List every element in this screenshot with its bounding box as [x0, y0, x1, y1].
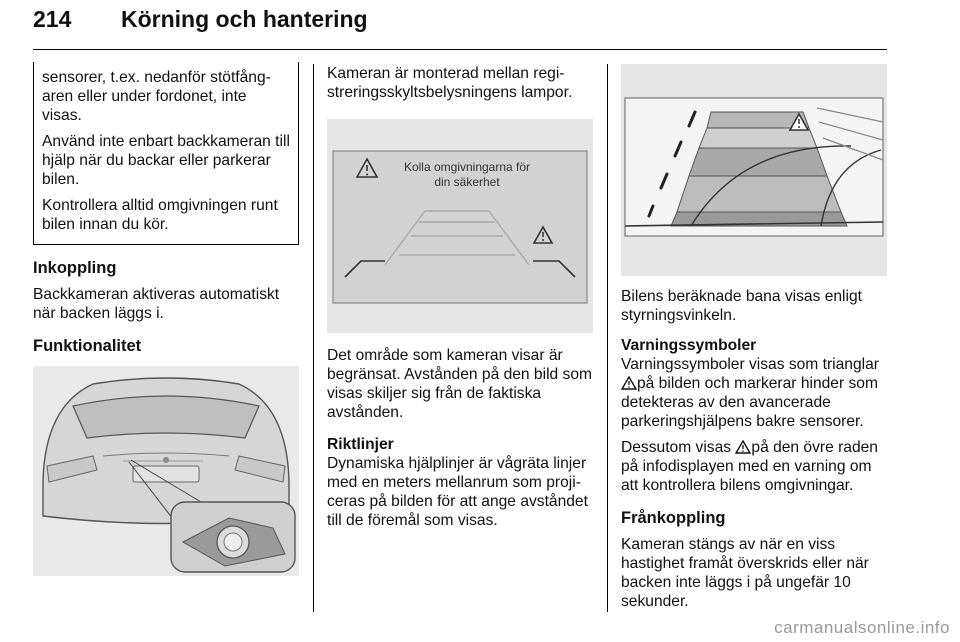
column-divider	[607, 64, 608, 612]
display-message-line1: Kolla omgivningarna för	[403, 160, 531, 174]
page-number: 214	[33, 6, 72, 32]
inkoppling-heading: Inkoppling	[33, 259, 117, 277]
column-right	[621, 64, 889, 611]
varning-text-start: Varningssymboler visas som trianglar	[621, 356, 879, 373]
header-rule	[33, 49, 887, 50]
varning-heading: Varningssymboler	[621, 337, 757, 354]
column-middle	[327, 64, 595, 530]
camera-mount-text: Kameran är monterad mellan registreringsskyltsbelysningens lampor.	[327, 65, 573, 101]
dessutom-text-end: på den övre raden på infodisplayen med en varning om att kontrollera bilens omgivningar.	[621, 439, 878, 494]
inkoppling-text: Backkameran aktiveras automatiskt när backen läggs i.	[33, 286, 280, 322]
warning-triangle-icon	[621, 376, 637, 390]
page-header	[33, 6, 887, 50]
column-divider	[313, 64, 314, 612]
trajectory-display-illustration	[621, 64, 887, 276]
notice-paragraph: Kontrollera alltid omgivningen runt bilen innan du kör.	[42, 197, 278, 233]
dessutom-text-start: Dessutom visas	[621, 439, 732, 456]
notice-paragraph: sensorer, t.ex. nedanför stötfångaren eller under fordonet, inte visas.	[42, 69, 271, 124]
chapter-title: Körning och hantering	[121, 6, 368, 32]
area-text: Det område som kameran visar är begränsat. Avstånden på den bild som visas skiljer sig från de faktiska avstånden.	[327, 347, 592, 421]
notice-box	[33, 62, 299, 245]
riktlinjer-heading: Riktlinjer	[327, 436, 394, 453]
funktionalitet-heading: Funktionalitet	[33, 337, 142, 355]
varning-text-end: på bilden och markerar hinder som detekteras av den avancerade parkeringshjälpens bakre sensorer.	[621, 375, 878, 430]
riktlinjer-text: Dynamiska hjälplinjer är vågräta linjer med en meters mellanrum som projiceras på bilden för att ange avståndet till de föremål som visas.	[327, 455, 588, 529]
warning-triangle-icon	[735, 440, 751, 454]
watermark: carmanualsonline.info	[774, 618, 950, 637]
rear-camera-location-illustration	[33, 366, 299, 576]
display-message-line2: din säkerhet	[434, 175, 500, 189]
camera-display-illustration	[327, 119, 593, 333]
frankoppling-text: Kameran stängs av när en viss hastighet framåt överskrids eller när backen inte läggs i på ungefär 10 sekunder.	[621, 536, 869, 610]
varning-text	[621, 355, 889, 431]
notice-paragraph: Använd inte enbart backkameran till hjälp när du backar eller parkerar bilen.	[42, 133, 290, 188]
column-left	[33, 62, 299, 576]
frankoppling-heading: Frånkoppling	[621, 509, 726, 527]
dessutom-text	[621, 438, 889, 495]
bana-text: Bilens beräknade bana visas enligt styrningsvinkeln.	[621, 288, 862, 324]
